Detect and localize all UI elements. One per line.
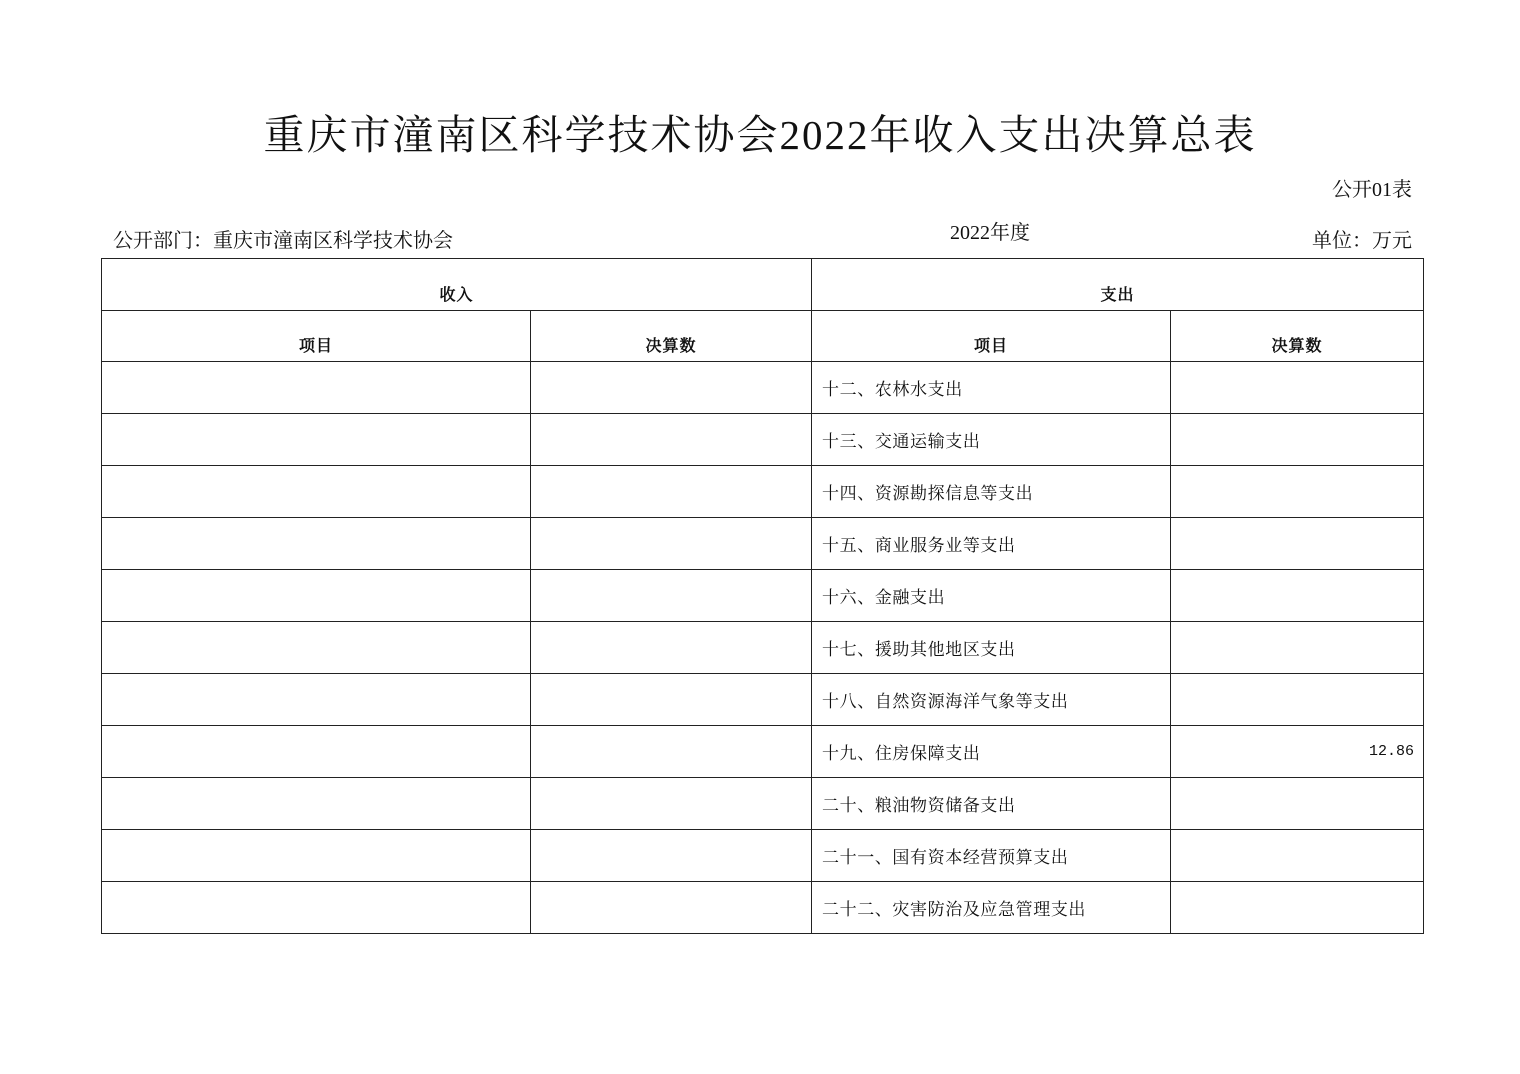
expense-amount-cell: 12.86 [1171,726,1424,778]
income-item-column-header: 项目 [102,311,531,362]
table-row [102,622,1424,674]
income-amount-cell [531,414,812,466]
expense-amount-cell [1171,882,1424,934]
income-amount-cell [531,726,812,778]
income-item-cell [102,778,531,830]
income-header: 收入 [102,259,812,311]
income-item-cell [102,518,531,570]
income-item-cell [102,622,531,674]
table-group-header-row [102,259,1424,311]
expense-item-cell: 十六、金融支出 [812,570,1171,622]
table-row [102,570,1424,622]
income-item-cell [102,830,531,882]
table-column-header-row [102,311,1424,362]
expense-item-cell: 十三、交通运输支出 [812,414,1171,466]
income-amount-cell [531,778,812,830]
expense-amount-cell [1171,570,1424,622]
table-row [102,674,1424,726]
expense-item-cell: 十七、援助其他地区支出 [812,622,1171,674]
income-item-cell [102,466,531,518]
expense-item-cell: 十九、住房保障支出 [812,726,1171,778]
income-item-cell [102,674,531,726]
table-row [102,518,1424,570]
expense-header: 支出 [812,259,1424,311]
unit-label: 单位：万元 [1312,230,1412,252]
expense-item-cell: 二十一、国有资本经营预算支出 [812,830,1171,882]
expense-amount-cell [1171,830,1424,882]
expense-item-cell: 十四、资源勘探信息等支出 [812,466,1171,518]
expense-amount-cell [1171,622,1424,674]
income-item-cell [102,726,531,778]
table-row [102,726,1424,778]
table-row [102,466,1424,518]
income-item-cell [102,414,531,466]
table-row [102,362,1424,414]
expense-item-column-header: 项目 [812,311,1171,362]
expense-item-cell: 十八、自然资源海洋气象等支出 [812,674,1171,726]
form-number: 公开01表 [1332,179,1412,201]
income-amount-cell [531,362,812,414]
income-amount-cell [531,830,812,882]
expense-amount-column-header: 决算数 [1171,311,1424,362]
income-amount-column-header: 决算数 [531,311,812,362]
income-item-cell [102,882,531,934]
department-label: 公开部门：重庆市潼南区科学技术协会 [113,230,453,252]
expense-amount-cell [1171,778,1424,830]
fiscal-year-label: 2022年度 [950,222,1030,244]
income-amount-cell [531,466,812,518]
income-amount-cell [531,518,812,570]
expense-item-cell: 二十二、灾害防治及应急管理支出 [812,882,1171,934]
income-amount-cell [531,882,812,934]
income-item-cell [102,570,531,622]
income-item-cell [102,362,531,414]
table-row [102,778,1424,830]
expense-item-cell: 二十、粮油物资储备支出 [812,778,1171,830]
income-amount-cell [531,570,812,622]
income-amount-cell [531,674,812,726]
income-amount-cell [531,622,812,674]
table-row [102,882,1424,934]
table-row [102,414,1424,466]
expense-item-cell: 十五、商业服务业等支出 [812,518,1171,570]
expense-amount-cell [1171,674,1424,726]
expense-amount-cell [1171,518,1424,570]
expense-amount-cell [1171,466,1424,518]
table-row [102,830,1424,882]
expense-amount-cell [1171,362,1424,414]
expense-amount-cell [1171,414,1424,466]
expense-item-cell: 十二、农林水支出 [812,362,1171,414]
page-title: 重庆市潼南区科学技术协会2022年收入支出决算总表 [263,112,1257,158]
budget-summary-table [101,258,1424,934]
